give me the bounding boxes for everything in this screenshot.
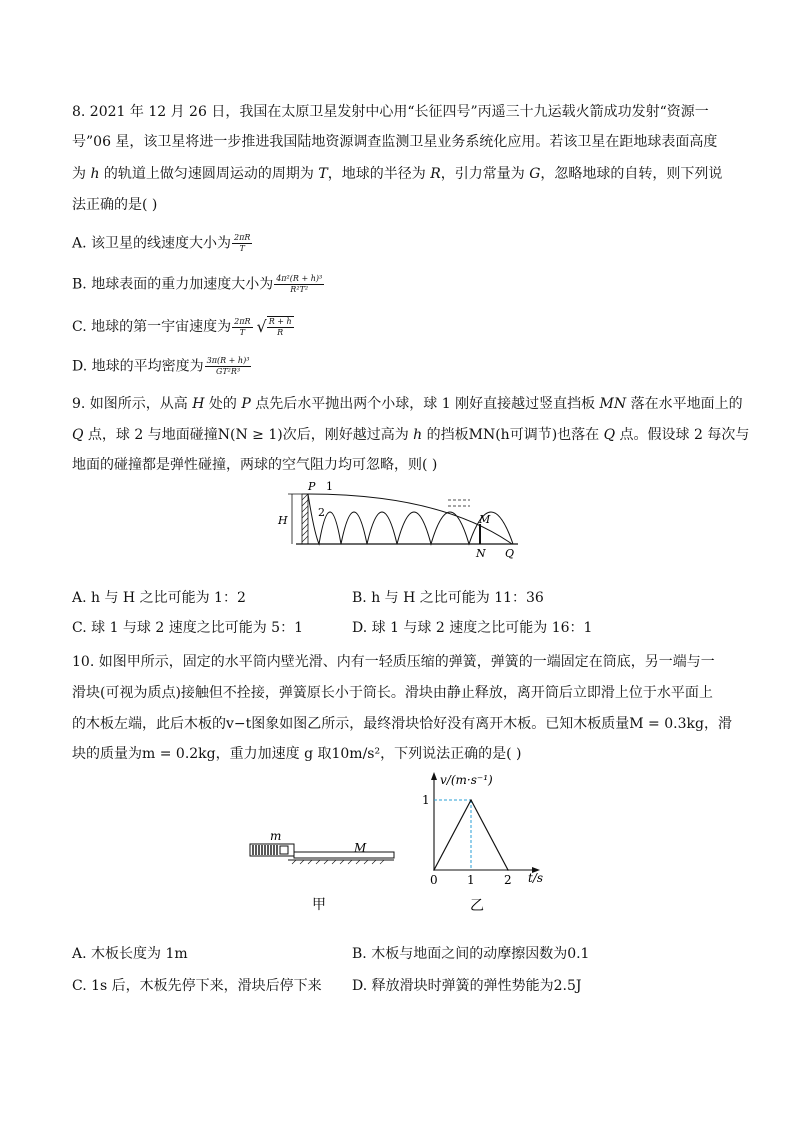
fraction: $\frac{\text{4π²(R + h)³}}{\text{R²T²}}$ xyxy=(276,274,323,294)
label-2: 2 xyxy=(318,506,325,519)
caption-jia: 甲 xyxy=(312,897,326,913)
q9-stem-line-3: 地面的碰撞都是弹性碰撞，两球的空气阻力均可忽略，则( ) xyxy=(72,457,438,473)
q10-figure-a xyxy=(244,826,404,918)
label-Q: Q xyxy=(505,547,515,560)
q9-option-a: A. h 与 H 之比可能为 1：2 xyxy=(72,590,246,606)
q10-stem-line-2: 滑块(可视为质点)接触但不拴接，弹簧原长小于筒长。滑块由静止释放，离开筒后立即滑上位于水平面上 xyxy=(72,685,713,701)
x-tick-label: 2 xyxy=(504,873,512,887)
x-axis-label: t/s xyxy=(528,871,544,885)
y-axis-label: v/(m·s⁻¹) xyxy=(440,773,493,787)
q9-stem-line-1: 9. 如图所示，从高 H 处的 P 点先后水平抛出两个小球，球 1 刚好直接越过竖直挡板 MN 落在水平地面上的 xyxy=(72,396,743,412)
q9-figure xyxy=(270,476,530,560)
q10-option-a: A. 木板长度为 1m xyxy=(72,946,188,962)
q8-option-a: A. 该卫星的线速度大小为 $\frac{2\pi R}{T}$ xyxy=(72,233,251,253)
square-root: √ $\frac{R + h}{R}$ xyxy=(256,317,292,337)
q10-figure-b-vt-chart xyxy=(412,768,562,918)
q8-stem-line-3: 为 h 的轨道上做匀速圆周运动的周期为 T，地球的半径为 R，引力常量为 G，忽略地球的自转，则下列说 xyxy=(72,166,723,182)
q8-stem-line-2: 号”06 星，该卫星将进一步推进我国陆地资源调查监测卫星业务系统化应用。若该卫星在距地球表面高度 xyxy=(72,134,718,150)
y-axis-arrow xyxy=(431,772,437,780)
series-segment xyxy=(471,800,508,870)
label-P: P xyxy=(308,480,316,493)
q8-option-c: C. 地球的第一宇宙速度为 $\frac{2\pi R}{T}$ √ $\frac{R + h}{R}$ xyxy=(72,316,292,337)
label-1: 1 xyxy=(326,480,333,493)
label-M: M xyxy=(354,841,367,855)
series-segment xyxy=(434,800,471,870)
q10-option-d: D. 释放滑块时弹簧的弹性势能为2.5J xyxy=(352,978,582,994)
fraction: $\frac{2\pi R}{T}$ xyxy=(234,316,251,337)
caption-yi: 乙 xyxy=(470,898,484,914)
spring xyxy=(253,845,277,855)
x-tick-label: 1 xyxy=(467,873,475,887)
label-H: H xyxy=(278,514,288,527)
q9-stem-line-2: Q 点，球 2 与地面碰撞N(N ≥ 1)次后，刚好越过高为 h 的挡板MN(h可调节)也落在 Q 点。假设球 2 每次与 xyxy=(72,427,750,443)
q9-option-d: D. 球 1 与球 2 速度之比可能为 16：1 xyxy=(352,620,593,636)
q10-option-c: C. 1s 后，木板先停下来，滑块后停下来 xyxy=(72,978,322,994)
data-point xyxy=(433,869,435,871)
label-N: N xyxy=(476,547,486,560)
slider-block xyxy=(280,846,288,854)
q10-stem-line-3: 的木板左端，此后木板的v−t图象如图乙所示，最终滑块恰好没有离开木板。已知木板质量M = 0.3kg，滑 xyxy=(72,716,732,732)
q8-stem-line-4: 法正确的是( ) xyxy=(72,197,158,213)
label-m: m xyxy=(270,829,282,843)
fraction: $\frac{2\pi R}{T}$ xyxy=(234,233,251,253)
q8-option-d: D. 地球的平均密度为 $\frac{\text{3π(R + h)³}}{\text{GT²R³}}$ xyxy=(72,356,250,376)
q10-stem-line-1: 10. 如图甲所示，固定的水平筒内壁光滑、内有一轻质压缩的弹簧，弹簧的一端固定在筒底，另一端与一 xyxy=(72,654,715,670)
q10-option-b: B. 木板与地面之间的动摩擦因数为0.1 xyxy=(352,946,590,962)
label-M: M xyxy=(479,513,491,526)
data-point xyxy=(507,869,509,871)
fraction: $\frac{\text{3π(R + h)³}}{\text{GT²R³}}$ xyxy=(206,356,250,376)
data-point xyxy=(470,799,472,801)
q8-option-b: B. 地球表面的重力加速度大小为 $\frac{\text{4π²(R + h)³}}{\text{R²T²}}$ xyxy=(72,274,323,294)
y-tick-label: 1 xyxy=(422,793,430,807)
q9-option-b: B. h 与 H 之比可能为 11：36 xyxy=(352,590,544,606)
x-tick-label: 0 xyxy=(430,873,438,887)
q9-option-c: C. 球 1 与球 2 速度之比可能为 5：1 xyxy=(72,620,303,636)
q10-stem-line-4: 块的质量为m = 0.2kg，重力加速度 g 取10m/s²，下列说法正确的是( ) xyxy=(72,746,522,762)
board xyxy=(294,852,394,858)
q8-stem-line-1: 8. 2021 年 12 月 26 日，我国在太原卫星发射中心用“长征四号”丙遥三十九运载火箭成功发射“资源一 xyxy=(72,104,709,120)
